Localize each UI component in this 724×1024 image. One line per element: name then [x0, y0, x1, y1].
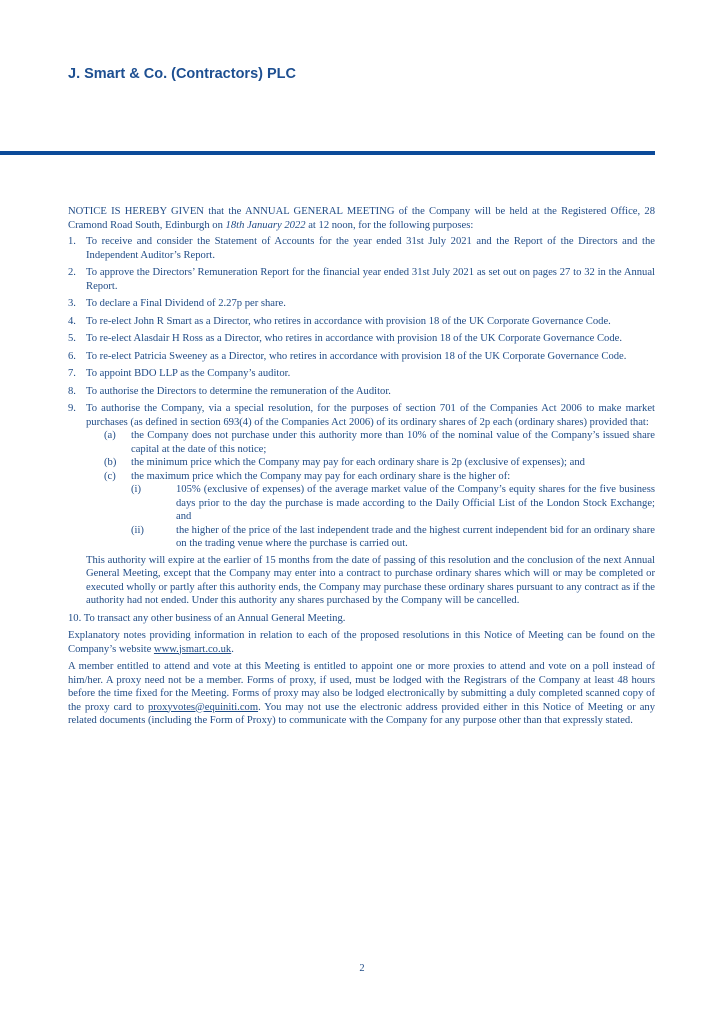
resolution-9: [68, 402, 655, 608]
resolution-9-b: [86, 456, 655, 470]
resolution-3: [68, 297, 655, 311]
resolution-text: To re-elect John R Smart as a Director, who retires in accordance with provision 18 of the UK Corporate Governance Code.: [86, 315, 611, 327]
sub-label: (b): [104, 457, 117, 468]
meeting-date: 18th January 2022: [225, 219, 306, 231]
notice-intro: [68, 205, 655, 232]
website-link[interactable]: www.jsmart.co.uk: [153, 643, 232, 655]
resolution-number: 5.: [68, 333, 76, 344]
notice-body: [68, 205, 655, 732]
proxy-text-end: . You may not use the electronic address provided either in this Notice of Meeting or any related documents (including the Form of Proxy) to communicate with the Company for any purpose other than that expressly stated.: [68, 701, 655, 726]
sub-text: the Company does not purchase under this authority more than 10% of the nominal value of the Company’s issued share capital at the date of this notice;: [131, 430, 655, 455]
explanatory-text-end: .: [231, 643, 234, 655]
resolution-1: [68, 235, 655, 262]
resolution-8: [68, 385, 655, 399]
explanatory-text: Explanatory notes providing information in relation to each of the proposed resolutions in this Notice of Meeting can be found on the Company’s website: [68, 630, 655, 655]
resolution-number: 1.: [68, 236, 76, 247]
resolution-4: [68, 315, 655, 329]
sub-text: the maximum price which the Company may pay for each ordinary share is the higher of:: [131, 470, 511, 482]
resolution-number: 9.: [68, 403, 76, 414]
intro-text: NOTICE IS HEREBY GIVEN that the ANNUAL GENERAL MEETING of the Company will be held at the Registered Office, 28 Cramond Road South, Edinburgh on: [68, 206, 655, 231]
resolution-text: To re-elect Patricia Sweeney as a Director, who retires in accordance with provision 18 of the UK Corporate Governance Code.: [86, 350, 627, 362]
resolution-number: 6.: [68, 350, 76, 362]
subsub-label: (i): [131, 484, 141, 495]
resolution-text: To receive and consider the Statement of Accounts for the year ended 31st July 2021 and the Report of the Directors and the Independent Auditor’s Report.: [86, 236, 655, 261]
explanatory-notes: [68, 629, 655, 656]
resolution-9-c: [86, 470, 655, 484]
proxy-email-link[interactable]: proxyvotes@equiniti.com: [147, 701, 259, 713]
company-name: J. Smart & Co. (Contractors) PLC: [68, 66, 296, 82]
resolution-9-c-ii: [86, 524, 655, 551]
sub-label: (a): [104, 430, 116, 441]
subsub-text: 105% (exclusive of expenses) of the average market value of the Company’s equity shares for the five business days prior to the day the purchase is made according to the Daily Official List of the London Stock Exchange; and: [176, 484, 655, 522]
resolution-number: 10.: [68, 612, 82, 624]
resolution-text: To declare a Final Dividend of 2.27p per share.: [86, 298, 286, 309]
resolution-9-c-i: [86, 483, 655, 524]
resolution-text: To re-elect Alasdair H Ross as a Director, who retires in accordance with provision 18 of the UK Corporate Governance Code.: [86, 333, 622, 344]
resolution-number: 7.: [68, 368, 76, 379]
intro-text-end: at 12 noon, for the following purposes:: [305, 219, 474, 231]
sub-label: (c): [104, 470, 116, 482]
proxy-notes: [68, 660, 655, 728]
resolution-number: 8.: [68, 385, 76, 397]
resolution-7: [68, 367, 655, 381]
resolution-6: [68, 350, 655, 364]
resolution-text: To authorise the Company, via a special resolution, for the purposes of section 701 of the Companies Act 2006 to make market purchases (as defined in section 693(4) of the Companies Act 2006) of its ordinary shares of 2p each (ordinary shares) provided that:: [86, 403, 655, 428]
resolution-text: To transact any other business of an Annual General Meeting.: [83, 612, 346, 624]
page-number: 2: [359, 963, 365, 974]
resolution-text: To authorise the Directors to determine the remuneration of the Auditor.: [86, 385, 391, 397]
resolution-text: To approve the Directors’ Remuneration Report for the financial year ended 31st July 2021 as set out on pages 27 to 32 in the Annual Report.: [86, 267, 655, 292]
resolution-number: 4.: [68, 315, 76, 327]
subsub-text: the higher of the price of the last independent trade and the highest current independent bid for an ordinary share on the trading venue where the purchase is carried out.: [176, 524, 655, 549]
resolution-text: To appoint BDO LLP as the Company’s auditor.: [86, 368, 291, 379]
resolution-10: [68, 612, 655, 626]
subsub-label: (ii): [131, 524, 144, 536]
resolution-2: [68, 266, 655, 293]
resolution-number: 3.: [68, 298, 76, 309]
resolution-9-a: [86, 429, 655, 456]
proxy-text: A member entitled to attend and vote at this Meeting is entitled to appoint one or more proxies to attend and vote on a poll instead of him/her. A proxy need not be a member. Forms of proxy, if used, must be lodged with the Registrars of the Company at least 48 hours before the time fixed for the Meeting. Forms of proxy may also be lodged electronically by submitting a duly completed scanned copy of the proxy card to: [68, 661, 655, 713]
resolution-number: 2.: [68, 267, 76, 278]
resolution-5: [68, 332, 655, 346]
header-rule: [0, 151, 655, 155]
authority-expiry-text: This authority will expire at the earlier of 15 months from the date of passing of this resolution and the conclusion of the next Annual General Meeting, except that the Company may enter into a contract to purchase ordinary shares which will or may be completed or executed wholly or partly after this authority ends, the Company may purchase these ordinary shares pursuant to any contract as if the authority had not ended. Under this authority any shares purchased by the Company will be cancelled.: [86, 554, 655, 606]
sub-text: the minimum price which the Company may pay for each ordinary share is 2p (exclusive of expenses); and: [131, 457, 585, 468]
